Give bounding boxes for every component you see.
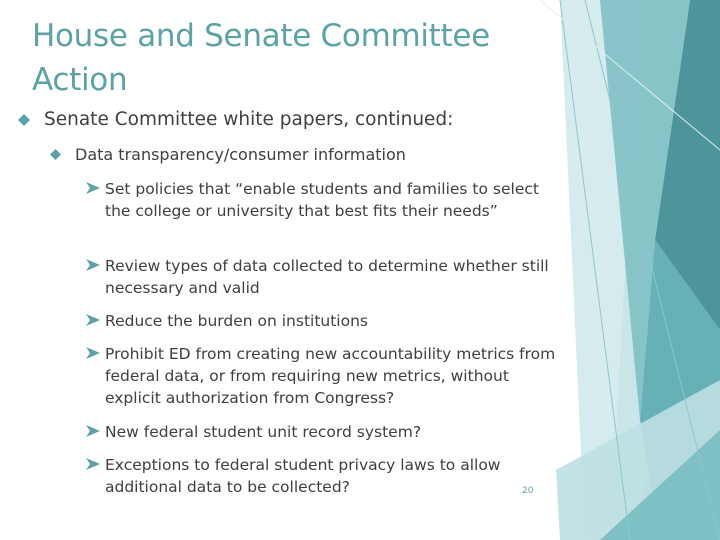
bullet-level2-text: Data transparency/consumer information bbox=[75, 145, 406, 164]
arrow-bullet-icon bbox=[86, 458, 100, 470]
sub-bullet-text: Exceptions to federal student privacy laws to allow additional data to be collected? bbox=[105, 456, 506, 496]
bullet-level1-text: Senate Committee white papers, continued: bbox=[44, 109, 454, 130]
diamond-bullet-icon bbox=[50, 149, 61, 160]
sub-bullet-text: Reduce the burden on institutions bbox=[105, 312, 369, 330]
arrow-bullet-icon bbox=[86, 314, 100, 326]
sub-bullet-text: New federal student unit record system? bbox=[105, 423, 422, 441]
sub-bullet-item bbox=[86, 421, 566, 443]
page-number: 20 bbox=[522, 486, 534, 496]
sub-bullet-text: Set policies that “enable students and families to select the college or university that best fits their needs” bbox=[105, 180, 544, 220]
sub-bullet-item bbox=[86, 178, 566, 222]
arrow-bullet-icon bbox=[86, 259, 100, 271]
sub-bullet-item bbox=[86, 343, 566, 409]
diamond-bullet-icon bbox=[18, 114, 30, 126]
arrow-bullet-icon bbox=[86, 182, 100, 194]
bullet-level1 bbox=[18, 108, 558, 132]
arrow-bullet-icon bbox=[86, 425, 100, 437]
sub-bullet-item bbox=[86, 255, 566, 299]
sub-bullet-text: Prohibit ED from creating new accountability metrics from federal data, or from requiring new metrics, without explicit authorization from Congress? bbox=[105, 345, 561, 407]
sub-bullet-item bbox=[86, 454, 566, 498]
sub-bullet-text: Review types of data collected to determine whether still necessary and valid bbox=[105, 257, 554, 297]
sub-bullet-item bbox=[86, 310, 566, 332]
arrow-bullet-icon bbox=[86, 347, 100, 359]
slide-title: House and Senate Committee Action bbox=[32, 18, 490, 98]
bullet-level2 bbox=[50, 144, 550, 166]
